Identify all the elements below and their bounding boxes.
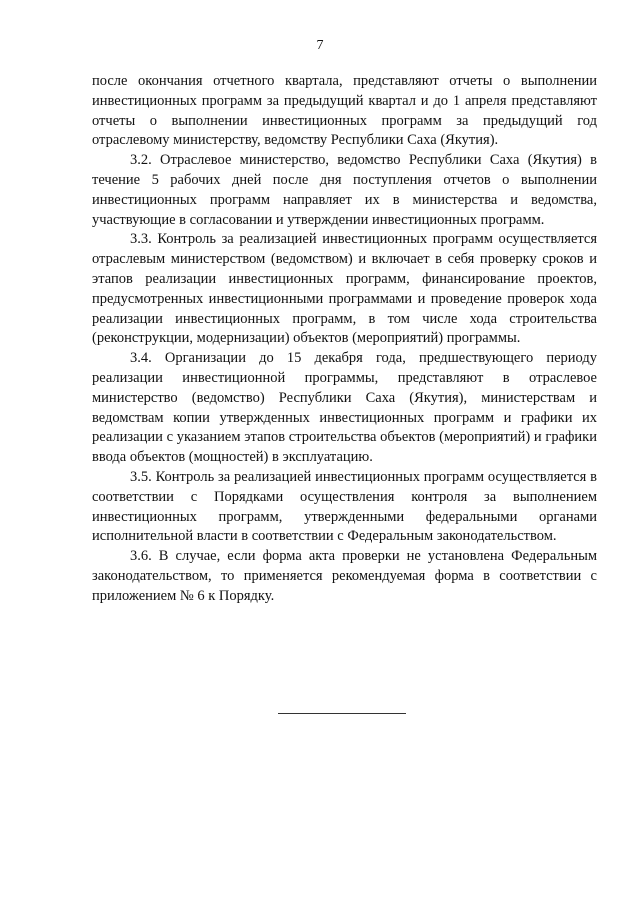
document-body [92,72,597,607]
page-number: 7 [316,38,324,53]
paragraph-section-3-2: 3.2. Отраслевое министерство, ведомство Республики Саха (Якутия) в течение 5 рабочих дней после дня поступления отчетов о выполнении инвестиционных программ направляет их в министерства и ведомства, участвующие в согласовании и утверждении инвестиционных программ. [92,152,597,228]
closing-divider [278,713,406,714]
paragraph-section-3-5: 3.5. Контроль за реализацией инвестиционных программ осуществляется в соответствии с Порядками осуществления контроля за выполнением инвестиционных программ, утвержденными федеральными органами исполнительной власти в соответствии с Федеральным законодательством. [92,468,597,545]
paragraph-section-3-3: 3.3. Контроль за реализацией инвестиционных программ осуществляется отраслевым министерством (ведомством) и включает в себя проверку сроков и этапов реализации инвестиционных программ, финансирование проектов, предусмотренных инвестиционными программами и проведение проверок хода реализации инвестиционных программ, в том числе хода строительства (реконструкции, модернизации) объектов (мероприятий) программы. [92,231,597,347]
paragraph-section-3-4: 3.4. Организации до 15 декабря года, предшествующего периоду реализации инвестиционной программы, представляют в отраслевое министерство (ведомство) Республики Саха (Якутия), министерствам и ведомствам копии утвержденных инвестиционных программ и графики их реализации с указанием этапов строительства объектов (мероприятий) и графики ввода объектов (мощностей) в эксплуатацию. [92,350,597,466]
paragraph-section-3-6: 3.6. В случае, если форма акта проверки не установлена Федеральным законодательством, то применяется рекомендуемая форма в соответствии с приложением № 6 к Порядку. [92,548,597,604]
paragraph-continuation: после окончания отчетного квартала, представляют отчеты о выполнении инвестиционных программ за предыдущий квартал и до 1 апреля представляют отчеты о выполнении инвестиционных программ за предыдущий год отраслевому министерству, ведомству Республики Саха (Якутия). [92,73,597,149]
